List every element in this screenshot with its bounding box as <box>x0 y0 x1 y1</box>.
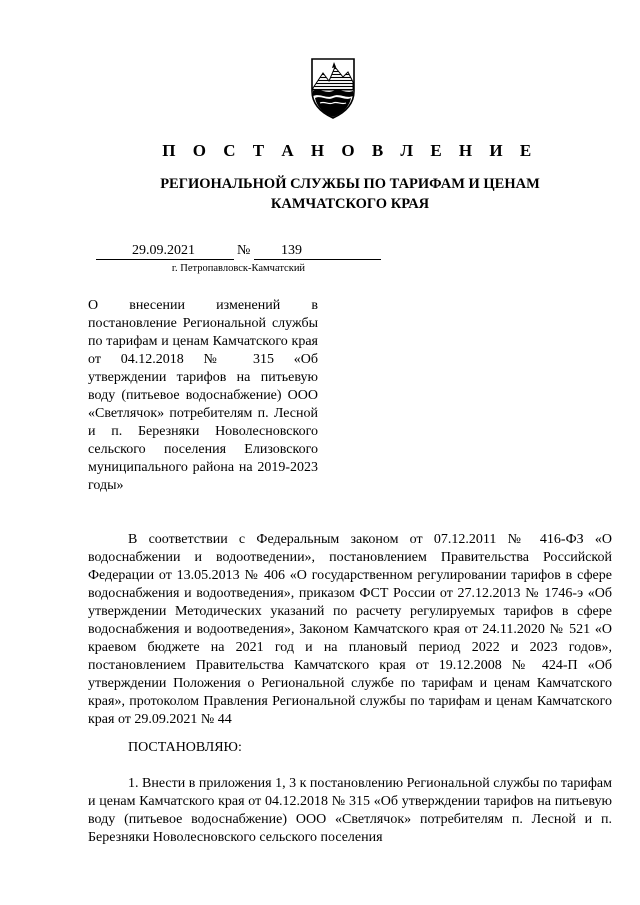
document-type-title: П О С Т А Н О В Л Е Н И Е <box>162 141 538 160</box>
preamble-paragraph: В соответствии с Федеральным законом от 07.12.2011 № 416-ФЗ «О водоснабжении и водоотведении», постановлением Правительства Российской Федерации от 13.05.2013 № 406 «О государственном регулировании тарифов в сфере водоснабжения и водоотведения», приказом ФСТ России от 27.12.2013 № 1746-э «Об утверждении Методических указаний по расчету регулируемых тарифов в сфере водоснабжения и водоотведения», Законом Камчатского края от 24.11.2020 № 521 «О краевом бюджете на 2021 год и на плановый период 2022 и 2023 годов», постановлением Правительства Камчатского края от 19.12.2008 № 424-П «Об утверждении Положения о Региональной службе по тарифам и ценам Камчатского края», протоколом Правления Региональной службы по тарифам и ценам Камчатского края от 29.09.2021 № 44 <box>88 532 612 727</box>
decree-word: ПОСТАНОВЛЯЮ: <box>128 740 242 755</box>
date-number-line <box>96 243 381 259</box>
organization-name-line1: РЕГИОНАЛЬНОЙ СЛУЖБЫ ПО ТАРИФАМ И ЦЕНАМ <box>160 176 540 192</box>
number-sign: № <box>237 243 251 258</box>
clause-1-paragraph: 1. Внести в приложения 1, 3 к постановлению Региональной службы по тарифам и ценам Камчатского края от 04.12.2018 № 315 «Об утверждении тарифов на питьевую воду (питьевое водоснабжение) ООО «Светлячок» потребителям п. Лесной и п. Березняки Новолесновского сельского поселения <box>88 776 612 845</box>
number-underline <box>254 259 381 260</box>
document-subject: О внесении изменений в постановление Региональной службы по тарифам и ценам Камчатского края от 04.12.2018 № 315 «Об утверждении тарифов на питьевую воду (питьевое водоснабжение) ООО «Светлячок» потребителям п. Лесной и п. Березняки Новолесновского сельского поселения Елизовского муниципального района на 2019-2023 годы» <box>88 298 318 493</box>
date-underline <box>96 259 234 260</box>
organization-name-line2: КАМЧАТСКОГО КРАЯ <box>270 196 430 212</box>
city-name: г. Петропавловск-Камчатский <box>171 263 306 274</box>
document-number: 139 <box>281 243 302 258</box>
kamchatka-emblem-icon <box>308 55 358 119</box>
document-date: 29.09.2021 <box>132 243 195 258</box>
